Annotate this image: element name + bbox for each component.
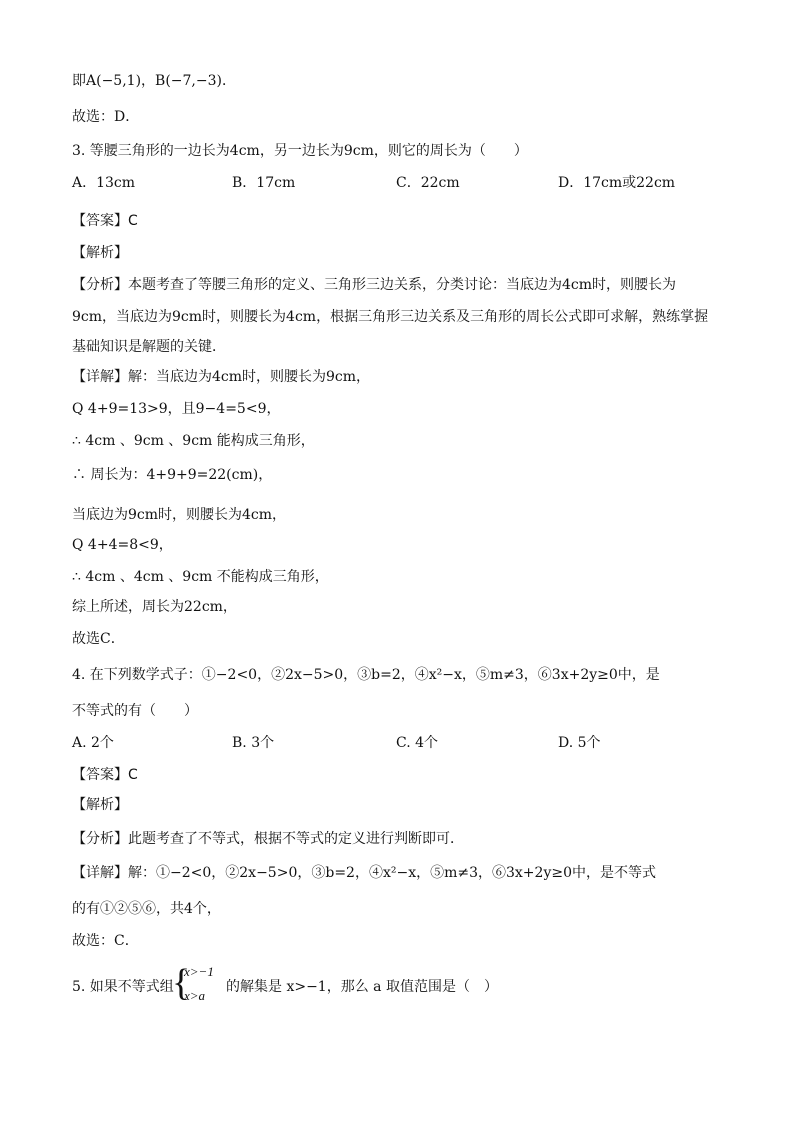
text-line: 故选：C． (72, 933, 139, 949)
text-line: 故选C． (72, 631, 125, 647)
q3-option-b: B．17cm (232, 175, 296, 191)
question-5: 5. 如果不等式组 (72, 979, 174, 995)
text-line: 当底边为9cm时，则腰长为4cm， (72, 507, 287, 523)
text-line: 故选：D． (72, 109, 140, 125)
text-line: ∴ 周长为：4+9+9=22(cm)， (72, 467, 273, 483)
q4-option-d: D. 5个 (558, 735, 601, 751)
text-line: 的有①②⑤⑥，共4个， (72, 901, 221, 917)
text-line: 不等式的有（ ） (72, 703, 198, 719)
text-line: 综上所述，周长为22cm， (72, 599, 237, 615)
text-line: Q 4+4=8<9， (72, 537, 173, 553)
text-line: ∴ 4cm 、9cm 、9cm 能构成三角形， (72, 433, 315, 449)
text-line: 【详解】解：①−2<0，②2x−5>0，③b=2，④x²−x，⑤m≠3，⑥3x+2y≥0中，是不等式 (72, 865, 656, 881)
text-line: 【分析】本题考查了等腰三角形的定义、三角形三边关系，分类讨论：当底边为4cm时，则腰长为 (72, 277, 677, 293)
question-4: 4. 在下列数学式子：①−2<0，②2x−5>0，③b=2，④x²−x，⑤m≠3，⑥3x+2y≥0中，是 (72, 667, 660, 683)
answer-label: 【答案】C (72, 213, 138, 229)
analysis-label: 【解析】 (72, 245, 128, 261)
q3-option-a: A．13cm (72, 175, 136, 191)
system-brace: { (172, 962, 191, 1004)
text-line: 【详解】解：当底边为4cm时，则腰长为9cm， (72, 369, 371, 385)
text-line: 9cm，当底边为9cm时，则腰长为4cm，根据三角形三边关系及三角形的周长公式即可求解，熟练掌握 (72, 309, 709, 325)
text-line: 的解集是 x>−1，那么 a 取值范围是（ ） (226, 979, 498, 995)
answer-label: 【答案】C (72, 767, 138, 783)
system-line-2: x>a (184, 988, 206, 1003)
q4-option-b: B. 3个 (232, 735, 275, 751)
q3-option-c: C．22cm (396, 175, 460, 191)
question-3: 3. 等腰三角形的一边长为4cm，另一边长为9cm，则它的周长为（ ） (72, 143, 528, 159)
analysis-label: 【解析】 (72, 797, 128, 813)
q4-option-a: A. 2个 (72, 735, 114, 751)
text-line: 【分析】此题考查了不等式，根据不等式的定义进行判断即可． (72, 831, 464, 847)
text-line: 即A(−5,1)，B(−7,−3)． (72, 73, 236, 89)
q4-option-c: C. 4个 (396, 735, 439, 751)
q3-option-d: D．17cm或22cm (558, 175, 676, 191)
text-line: 基础知识是解题的关键． (72, 339, 226, 355)
text-line: Q 4+9=13>9，且9−4=5<9， (72, 401, 281, 417)
system-line-1: x>−1 (184, 964, 214, 979)
text-line: ∴ 4cm 、4cm 、9cm 不能构成三角形， (72, 569, 329, 585)
